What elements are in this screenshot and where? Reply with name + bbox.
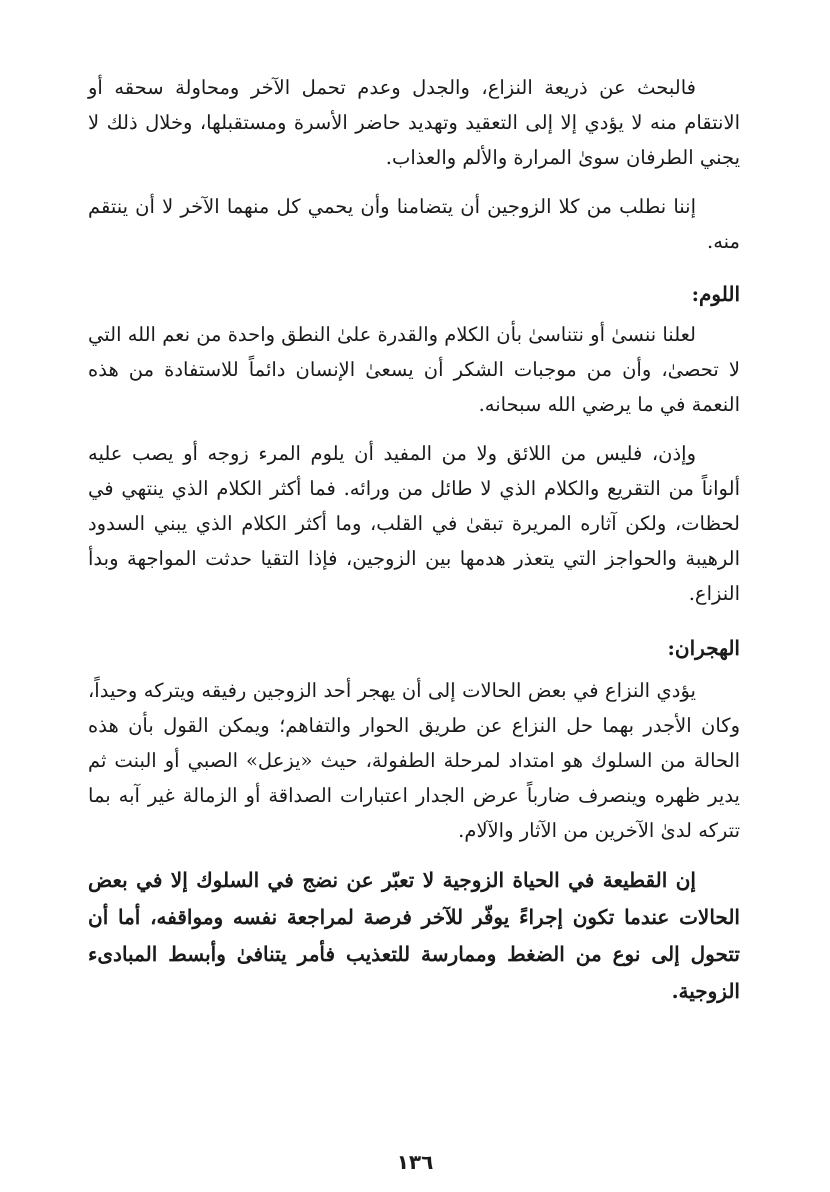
heading-abandonment: الهجران:	[667, 636, 740, 660]
paragraph-speech-blessing: لعلنا ننسىٰ أو نتناسىٰ بأن الكلام والقدرة علىٰ النطق واحدة من نعم الله التي لا تحصىٰ، وأن من موجبات الشكر أن يسعىٰ الإنسان دائماً للاستفادة من هذه النعمة في ما يرضي الله سبحانه.	[88, 323, 740, 416]
page-number: ١٣٦	[396, 1150, 434, 1174]
paragraph-argument: فالبحث عن ذريعة النزاع، والجدل وعدم تحمل الآخر ومحاولة سحقه أو الانتقام منه لا يؤدي إلا إلى التعقيد وتهديد حاضر الأسرة ومستقبلها، وخلال ذلك لا يجني الطرفان سوىٰ المرارة والألم والعذاب.	[88, 76, 740, 169]
heading-blame: اللوم:	[691, 282, 740, 306]
paragraph-reproach: وإذن، فليس من اللائق ولا من المفيد أن يلوم المرء زوجه أو يصب عليه ألواناً من التقريع والكلام الذي لا طائل من ورائه. فما أكثر الكلام الذي ينتهي في لحظات، ولكن آثاره المريرة تبقىٰ في القلب، وما أكثر الكلام الذي يبني السدود الرهيبة والحواجز التي يتعذر هدمها بين الزوجين، فإذا التقيا حدثت المواجهة وبدأ النزاع.	[88, 442, 740, 605]
page-body	[88, 70, 740, 1010]
paragraph-solidarity: إننا نطلب من كلا الزوجين أن يتضامنا وأن يحمي كل منهما الآخر لا أن ينتقم منه.	[88, 195, 740, 253]
paragraph-abandonment: يؤدي النزاع في بعض الحالات إلى أن يهجر أحد الزوجين رفيقه ويتركه وحيداً، وكان الأجدر بهما حل النزاع عن طريق الحوار والتفاهم؛ ويمكن القول بأن هذه الحالة من السلوك هو امتداد لمرحلة الطفولة، حيث «يزعل» الصبي أو البنت ثم يدير ظهره وينصرف ضارباً عرض الجدار اعتبارات الصداقة أو الزمالة غير آبه بما تتركه لدىٰ الآخرين من الآثار والآلام.	[88, 679, 740, 842]
paragraph-estrangement-bold: إن القطيعة في الحياة الزوجية لا تعبّر عن نضج في السلوك إلا في بعض الحالات عندما تكون إجراءً يوفّر للآخر فرصة لمراجعة نفسه ومواقفه، أما أن تتحول إلى نوع من الضغط وممارسة للتعذيب فأمر يتنافىٰ وأبسط المبادىء الزوجية.	[88, 868, 741, 1003]
